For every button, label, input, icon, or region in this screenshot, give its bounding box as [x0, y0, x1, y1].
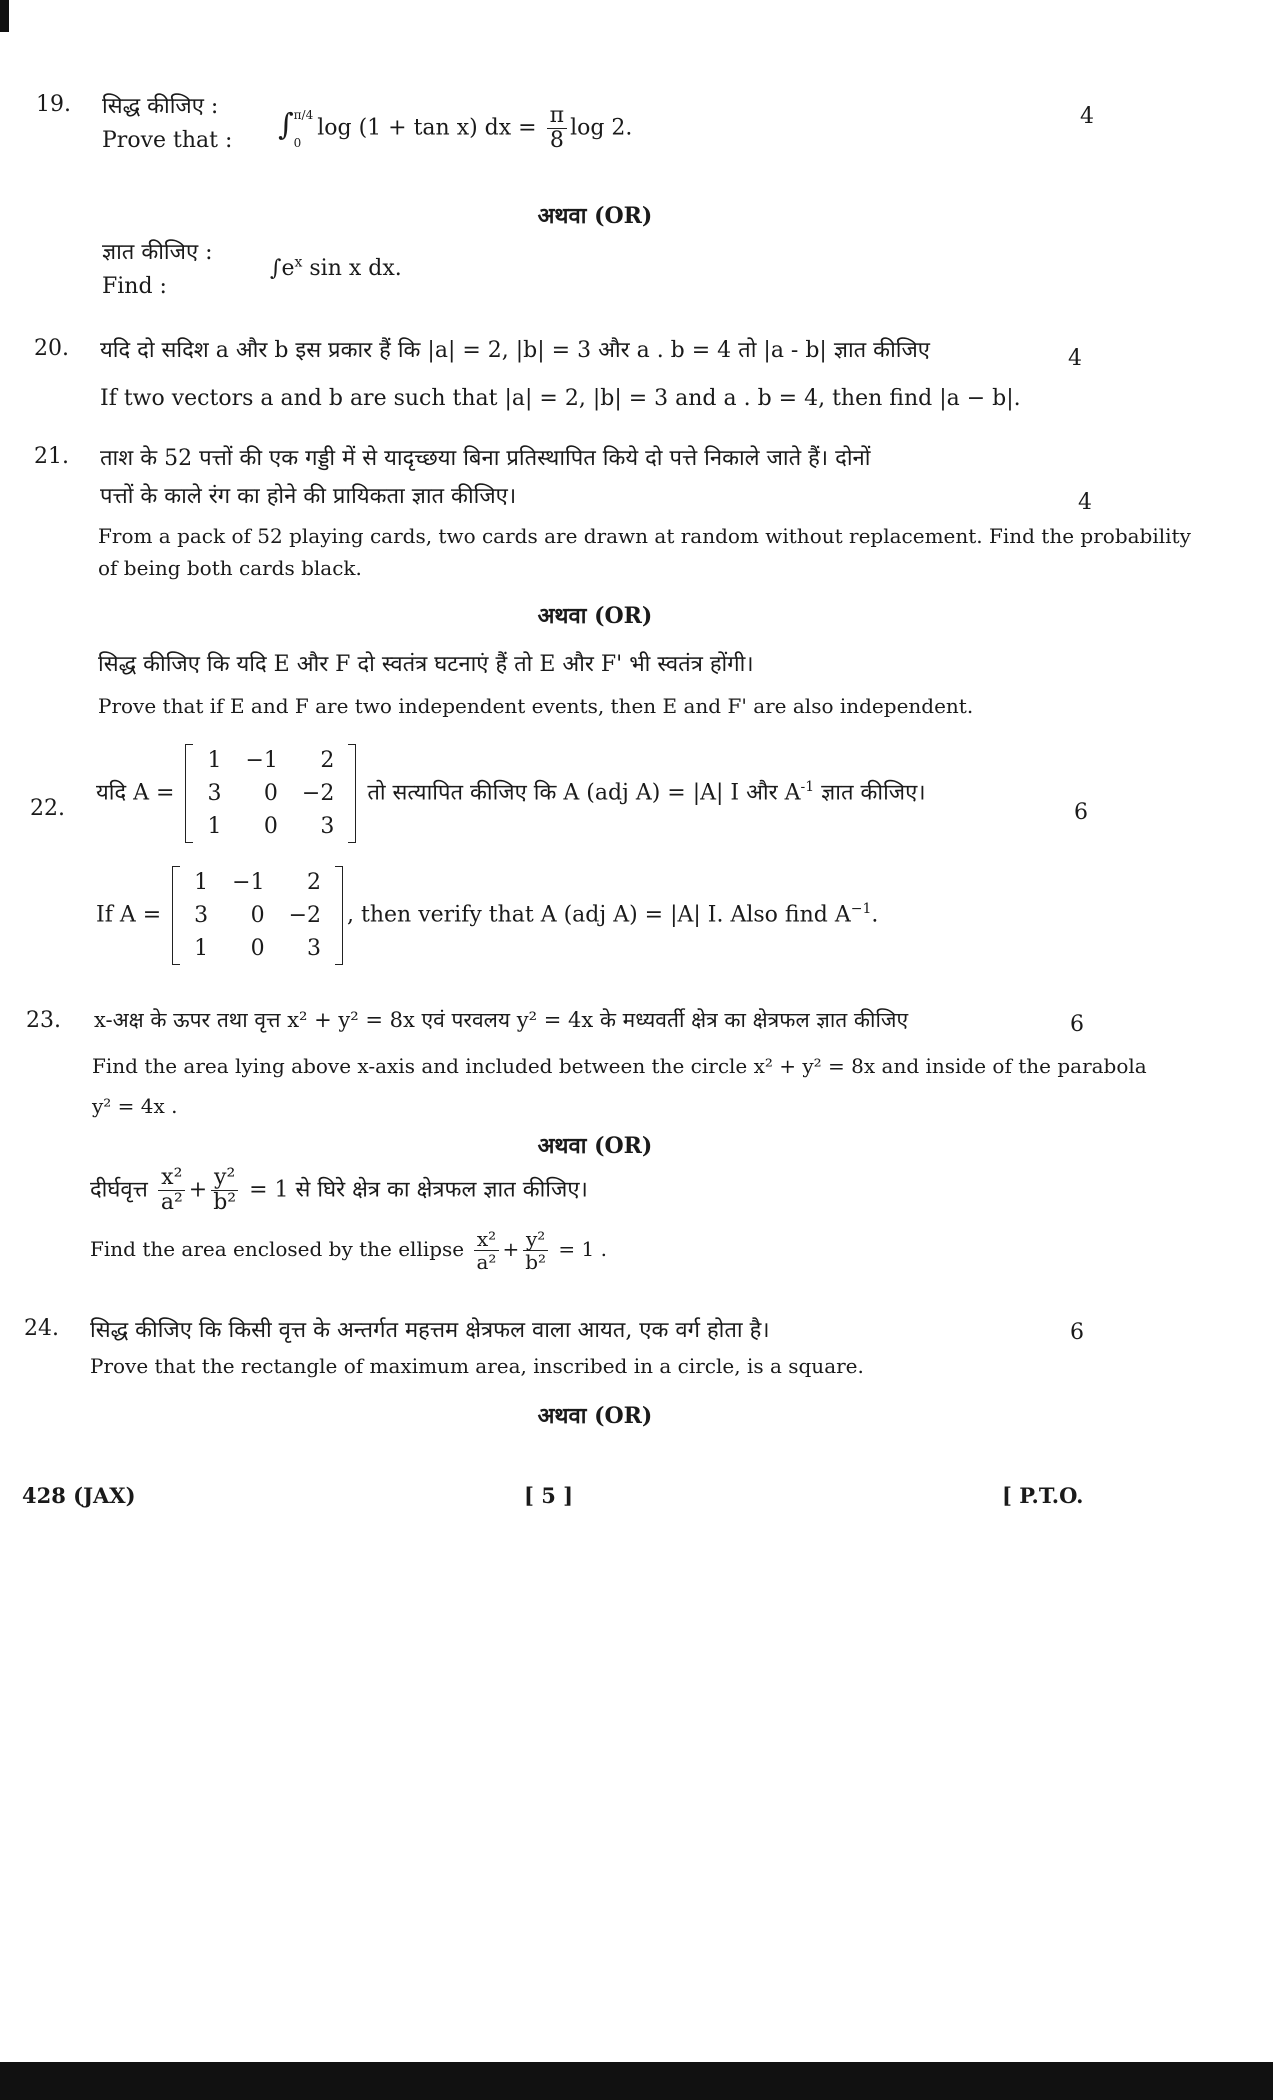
inverse-sup: -1 [800, 779, 815, 796]
english-line-1: From a pack of 52 playing cards, two cards are drawn at random without replacement. Find the probability [98, 524, 1191, 548]
hindi-prefix: यदि A = [96, 780, 175, 806]
matrix-cell: −2 [301, 781, 335, 806]
or-divider: अथवा (OR) [537, 1403, 653, 1429]
matrix-cell: −2 [288, 903, 322, 928]
fraction-y: $\frac{\text{y²}}{\text{b²}}$ [522, 1228, 549, 1273]
upper-limit: π/4 [293, 107, 314, 122]
marks: 4 [1078, 490, 1092, 515]
matrix-cell: 1 [207, 814, 222, 839]
alt-expression: $\int e^x$ sin x dx. [270, 254, 402, 281]
matrix-cell: 2 [307, 870, 322, 895]
inverse-sup: −1 [850, 901, 872, 918]
matrix-cell: 0 [263, 781, 278, 806]
english-prefix: Find the area enclosed by the ellipse [90, 1237, 465, 1261]
or-divider: अथवा (OR) [537, 203, 653, 229]
integral-expression: ∫ π/4 0 log (1 + tan x) dx = $\frac{\pi}{8}$ log 2. [278, 103, 633, 154]
matrix-row [182, 899, 333, 932]
question-number: 23. [26, 1008, 61, 1033]
matrix-cell: 3 [307, 936, 322, 961]
marks: 6 [1070, 1012, 1084, 1037]
lower-limit: 0 [293, 135, 302, 150]
hindi-text: यदि दो सदिश a और b इस प्रकार हैं कि |a| = 2, |b| = 3 और a . b = 4 तो |a - b| ज्ञात कीजिए [100, 338, 930, 363]
matrix-cell: 1 [194, 936, 209, 961]
hindi-text: सिद्ध कीजिए कि किसी वृत्त के अन्तर्गत महत्तम क्षेत्रफल वाला आयत, एक वर्ग होता है। [90, 1318, 770, 1343]
scan-bottom-edge [0, 2062, 1273, 2100]
english-text: Prove that the rectangle of maximum area, inscribed in a circle, is a square. [90, 1354, 864, 1378]
hindi-suffix: तो सत्यापित कीजिए कि A (adj A) = |A| I और A [367, 780, 801, 806]
matrix-cell: 1 [207, 748, 222, 773]
matrix-cell: 3 [320, 814, 335, 839]
alt-hindi-statement: दीर्घवृत्त $\frac{\text{x²}}{\text{a²}}$ + $\frac{\text{y²}}{\text{b²}}$ = 1 से घिरे क्षेत्र का क्षेत्रफल ज्ञात कीजिए। [90, 1165, 588, 1216]
or-divider: अथवा (OR) [537, 603, 653, 629]
matrix-cell: 1 [194, 870, 209, 895]
english-prefix: If A = [96, 902, 162, 928]
alt-hindi-prompt: ज्ञात कीजिए : [102, 240, 213, 265]
marks: 4 [1068, 346, 1082, 371]
matrix-cell: 3 [194, 903, 209, 928]
matrix-a-hindi [185, 744, 356, 843]
matrix-row [182, 932, 333, 965]
english-line-2: of being both cards black. [98, 556, 362, 580]
matrix-cell: 0 [250, 936, 265, 961]
matrix-row [195, 777, 346, 810]
hindi-end: ज्ञात कीजिए। [821, 780, 926, 806]
fraction-y: $\frac{\text{y²}}{\text{b²}}$ [210, 1166, 239, 1215]
hindi-suffix: = 1 से घिरे क्षेत्र का क्षेत्रफल ज्ञात कीजिए। [249, 1177, 588, 1203]
question-number: 22. [30, 796, 65, 821]
english-prompt: Prove that : [102, 128, 233, 153]
matrix-cell: −1 [245, 748, 278, 773]
hindi-line-2: पत्तों के काले रंग का होने की प्रायिकता ज्ञात कीजिए। [100, 484, 517, 509]
alt-english-statement: Find the area enclosed by the ellipse $\frac{\text{x²}}{\text{a²}}$ + $\frac{\text{y²}}{\text{b²}}$ = 1 . [90, 1227, 607, 1274]
hindi-prompt: सिद्ध कीजिए : [102, 94, 219, 119]
hindi-line-1: ताश के 52 पत्तों की एक गड्डी में से यादृच्छया बिना प्रतिस्थापित किये दो पत्ते निकाले जाते हैं। दोनों [100, 446, 871, 471]
matrix-row [195, 810, 346, 843]
alt-english-text: Prove that if E and F are two independent events, then E and F' are also independent. [98, 694, 974, 718]
english-statement [96, 866, 878, 965]
fraction: $\frac{\pi}{8}$ [547, 104, 567, 153]
question-number: 24. [24, 1316, 59, 1341]
please-turn-over: [ P.T.O. [1002, 1483, 1084, 1508]
hindi-text: x-अक्ष के ऊपर तथा वृत्त x² + y² = 8x एवं परवलय y² = 4x के मध्यवर्ती क्षेत्र का क्षेत्रफल ज्ञात कीजिए [94, 1008, 909, 1032]
matrix-cell: 3 [207, 781, 222, 806]
marks: 6 [1070, 1320, 1084, 1345]
alt-english-prompt: Find : [102, 274, 167, 299]
question-number: 21. [34, 444, 69, 469]
question-number: 19. [36, 92, 71, 117]
marks: 4 [1080, 104, 1094, 129]
matrix-row [182, 866, 333, 899]
marks: 6 [1074, 800, 1088, 825]
matrix-cell: 0 [263, 814, 278, 839]
fraction-x: $\frac{\text{x²}}{\text{a²}}$ [158, 1166, 186, 1215]
hindi-prefix: दीर्घवृत्त [90, 1177, 148, 1203]
scan-edge-mark [0, 0, 9, 32]
result: log 2. [570, 115, 633, 141]
english-line-2: y² = 4x . [92, 1094, 178, 1118]
english-line-1: Find the area lying above x-axis and included between the circle x² + y² = 8x and inside of the parabola [92, 1054, 1147, 1078]
matrix-cell: 2 [320, 748, 335, 773]
english-text: If two vectors a and b are such that |a| = 2, |b| = 3 and a . b = 4, then find |a − b|. [100, 386, 1021, 411]
alt-hindi-text: सिद्ध कीजिए कि यदि E और F दो स्वतंत्र घटनाएं हैं तो E और F' भी स्वतंत्र होंगी। [98, 652, 754, 677]
or-divider: अथवा (OR) [537, 1133, 653, 1159]
english-end: . [871, 902, 879, 928]
english-suffix: = 1 . [558, 1237, 607, 1261]
paper-code: 428 (JAX) [22, 1483, 136, 1508]
english-suffix: , then verify that A (adj A) = |A| I. Also find A [347, 902, 851, 928]
fraction-x: $\frac{\text{x²}}{\text{a²}}$ [474, 1228, 500, 1273]
matrix-a-english [172, 866, 343, 965]
hindi-statement [96, 744, 926, 843]
page-number: [ 5 ] [524, 1483, 574, 1508]
question-number: 20. [34, 336, 69, 361]
matrix-cell: −1 [232, 870, 265, 895]
matrix-row [195, 744, 346, 777]
matrix-cell: 0 [250, 903, 265, 928]
integrand: log (1 + tan x) dx = [317, 115, 537, 141]
